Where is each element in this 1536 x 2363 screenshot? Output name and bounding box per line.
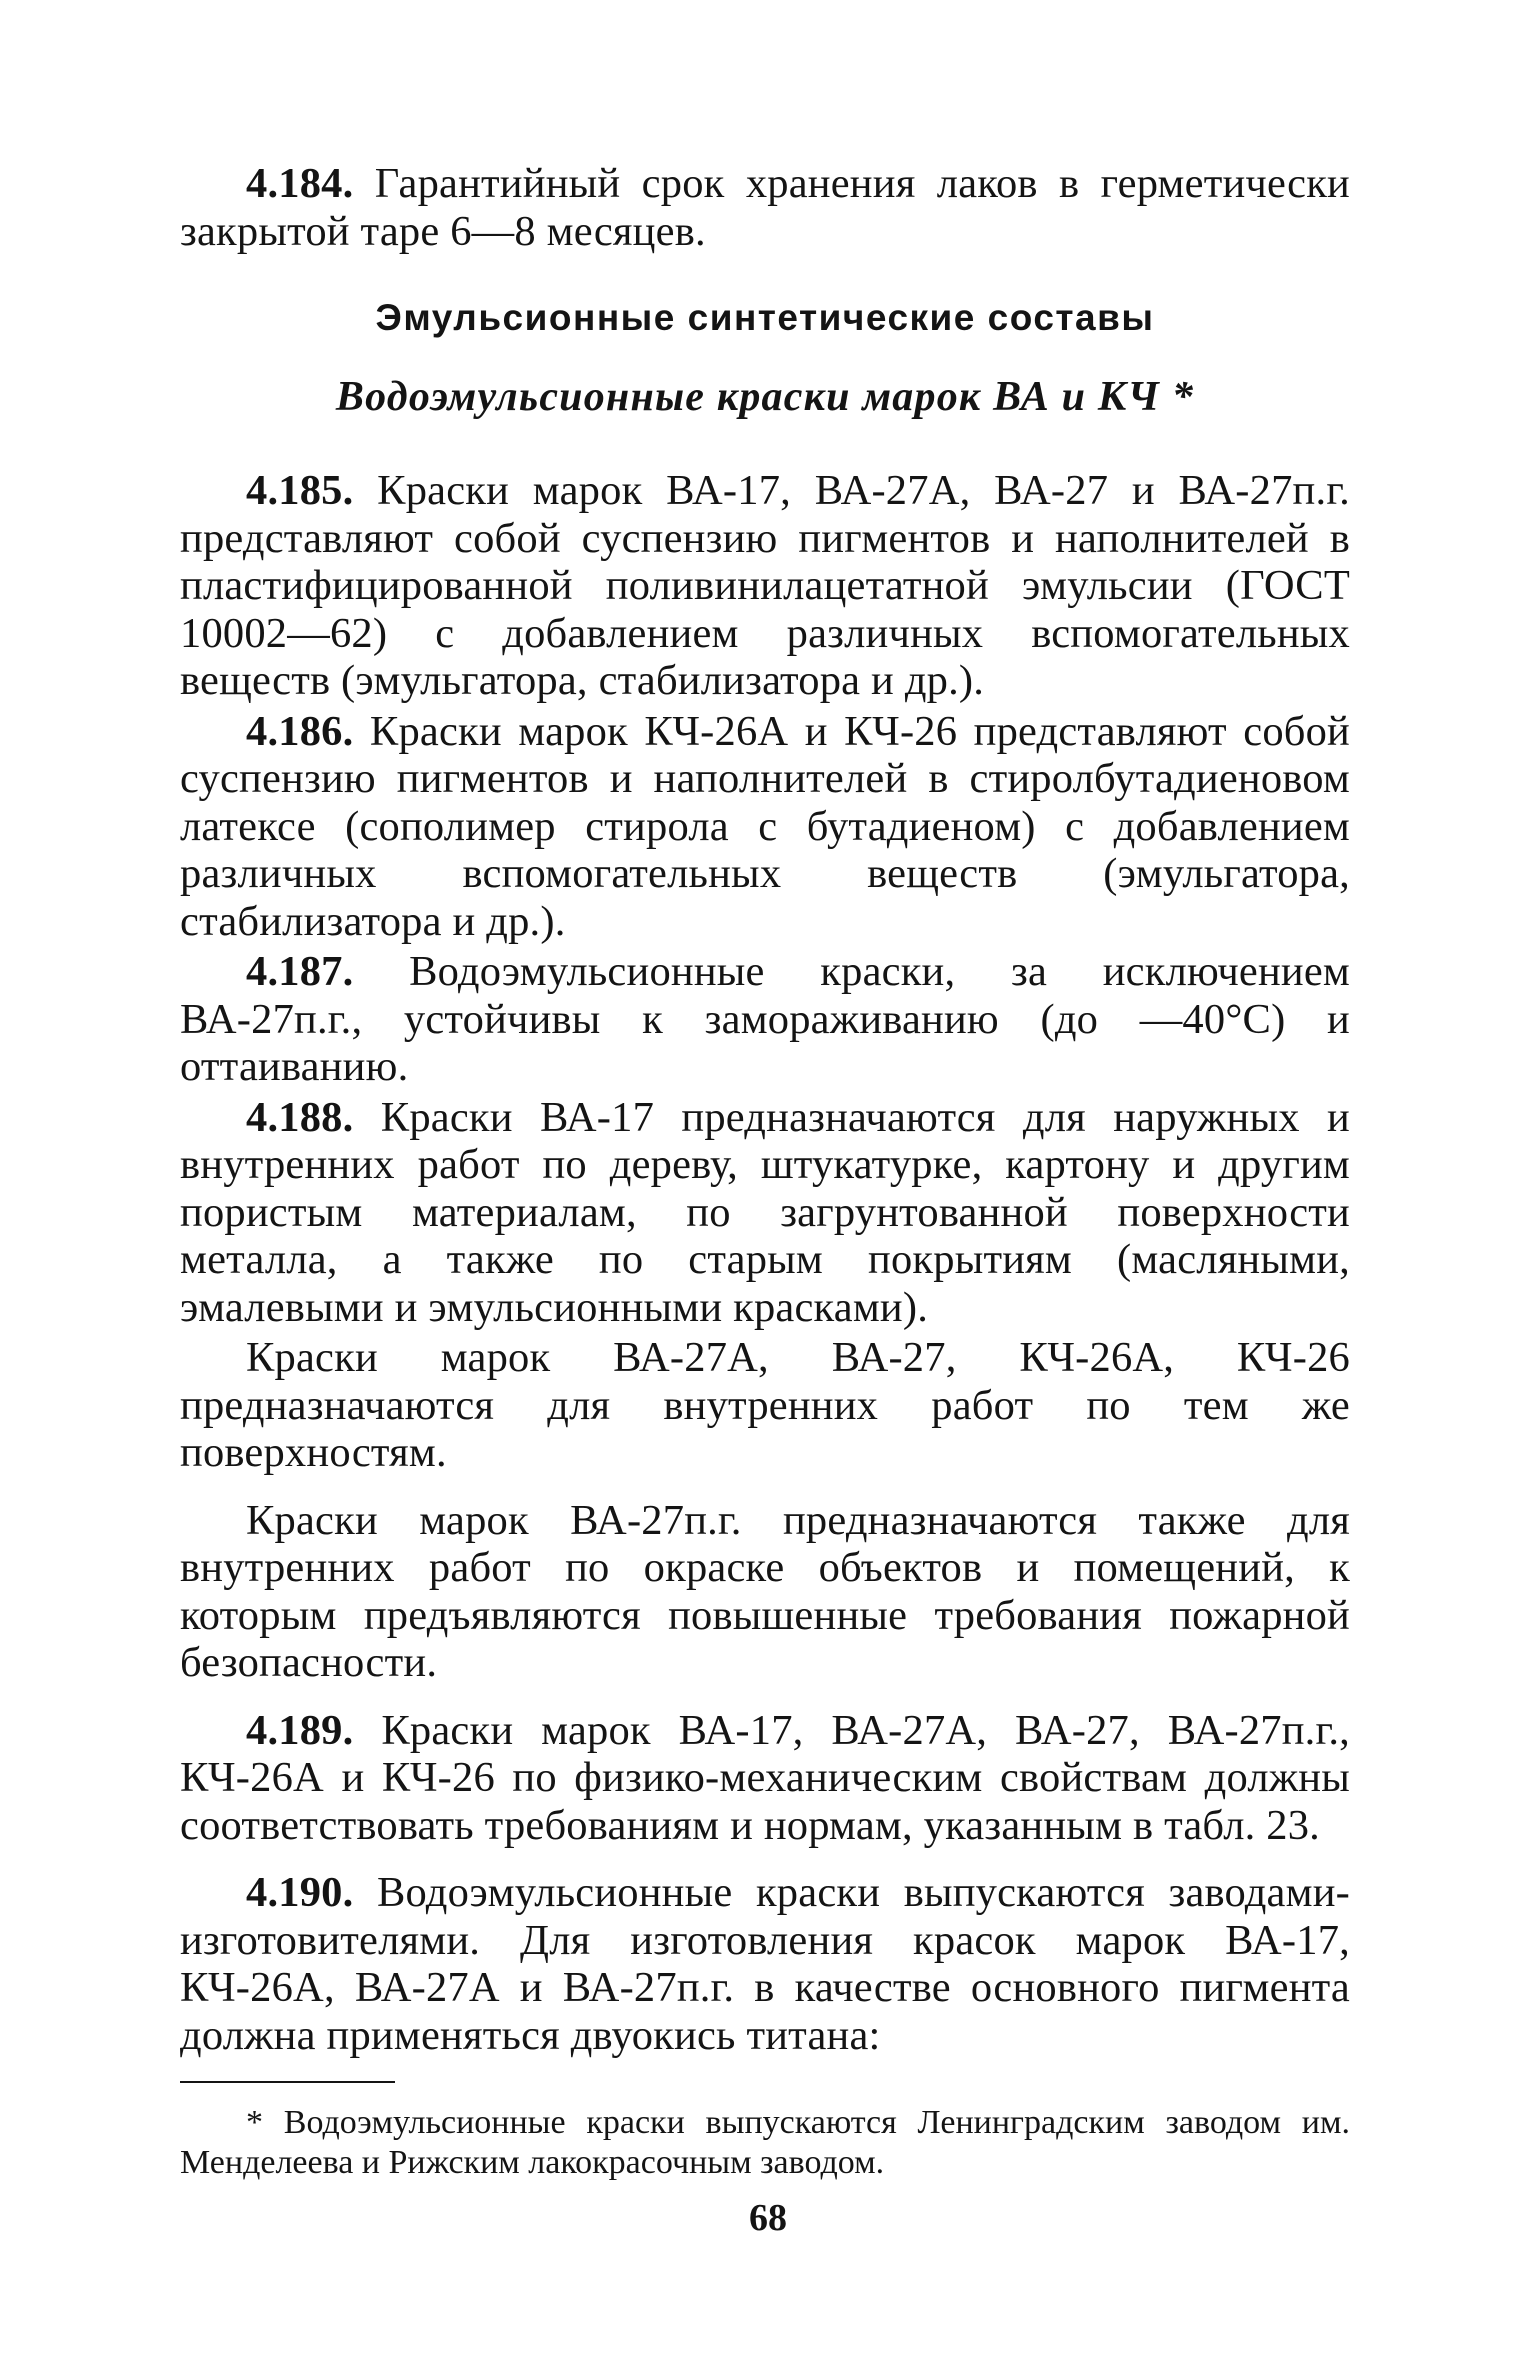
paragraph-text: Краски марок ВА-17, ВА-27А, ВА-27 и ВА-27п.г. представляют собой суспензию пигментов и наполнителей в пластифицированной поливинилацетатной эмульсии (ГОСТ 10002—62) с добавлением различных вспомогательных веществ (эмульгатора, стабилизатора и др.). xyxy=(180,467,1350,704)
page-body xyxy=(180,160,1350,2183)
footnote: * Водоэмульсионные краски выпускаются Ленинградским заводом им. Менделеева и Рижским лакокрасочным заводом. xyxy=(180,2104,1350,2181)
paragraph-4-185 xyxy=(180,467,1350,705)
footnote-divider xyxy=(180,2081,395,2083)
paragraph-number: 4.188. xyxy=(246,1093,354,1141)
paragraph-4-184 xyxy=(180,160,1350,255)
paragraph-4-188-b: Краски марок ВА-27А, ВА-27, КЧ-26А, КЧ-26 предназначаются для внутренних работ по тем же поверхностям. xyxy=(180,1334,1350,1476)
paragraph-4-186 xyxy=(180,708,1350,946)
paragraph-text: Водоэмульсионные краски, за исключением ВА-27п.г., устойчивы к замораживанию (до —40°С) и оттаиванию. xyxy=(180,948,1350,1090)
sub-heading: Водоэмульсионные краски марок ВА и КЧ * xyxy=(335,374,1195,420)
paragraph-text: Гарантийный срок хранения лаков в герметически закрытой таре 6—8 месяцев. xyxy=(180,160,1350,255)
paragraph-4-189 xyxy=(180,1707,1350,1850)
section-heading: Эмульсионные синтетические составы xyxy=(375,297,1155,338)
paragraph-number: 4.190. xyxy=(246,1869,354,1916)
paragraph-4-188 xyxy=(180,1094,1350,1332)
paragraph-number: 4.186. xyxy=(246,707,354,755)
paragraph-4-187 xyxy=(180,948,1350,1091)
paragraph-number: 4.187. xyxy=(246,948,354,995)
paragraph-text: Краски ВА-17 предназначаются для наружных и внутренних работ по дереву, штукатурке, картону и другим пористым материалам, по загрунтованной поверхности металла, а также по старым покрытиям (масляными, эмалевыми и эмульсионными красками). xyxy=(180,1093,1350,1331)
paragraph-number: 4.184. xyxy=(246,160,354,207)
paragraph-number: 4.189. xyxy=(246,1706,354,1754)
paragraph-text: Краски марок КЧ-26А и КЧ-26 представляют собой суспензию пигментов и наполнителей в стиролбутадиеновом латексе (сополимер стирола с бутадиеном) с добавлением различных вспомогательных веществ (эмульгатора, стабилизатора и др.). xyxy=(180,707,1350,945)
paragraph-text: Краски марок ВА-17, ВА-27А, ВА-27, ВА-27п.г., КЧ-26А и КЧ-26 по физико-механическим свойствам должны соответствовать требованиям и нормам, указанным в табл. 23. xyxy=(180,1706,1350,1849)
page-number: 68 xyxy=(749,2197,787,2239)
paragraph-number: 4.185. xyxy=(246,467,354,514)
paragraph-text: Водоэмульсионные краски выпускаются заводами-изготовителями. Для изготовления красок марок ВА-17, КЧ-26А, ВА-27А и ВА-27п.г. в качестве основного пигмента должна применяться двуокись титана: xyxy=(180,1869,1350,2059)
paragraph-4-190 xyxy=(180,1869,1350,2059)
paragraph-4-188-c: Краски марок ВА-27п.г. предназначаются также для внутренних работ по окраске объектов и помещений, к которым предъявляются повышенные требования пожарной безопасности. xyxy=(180,1496,1350,1686)
